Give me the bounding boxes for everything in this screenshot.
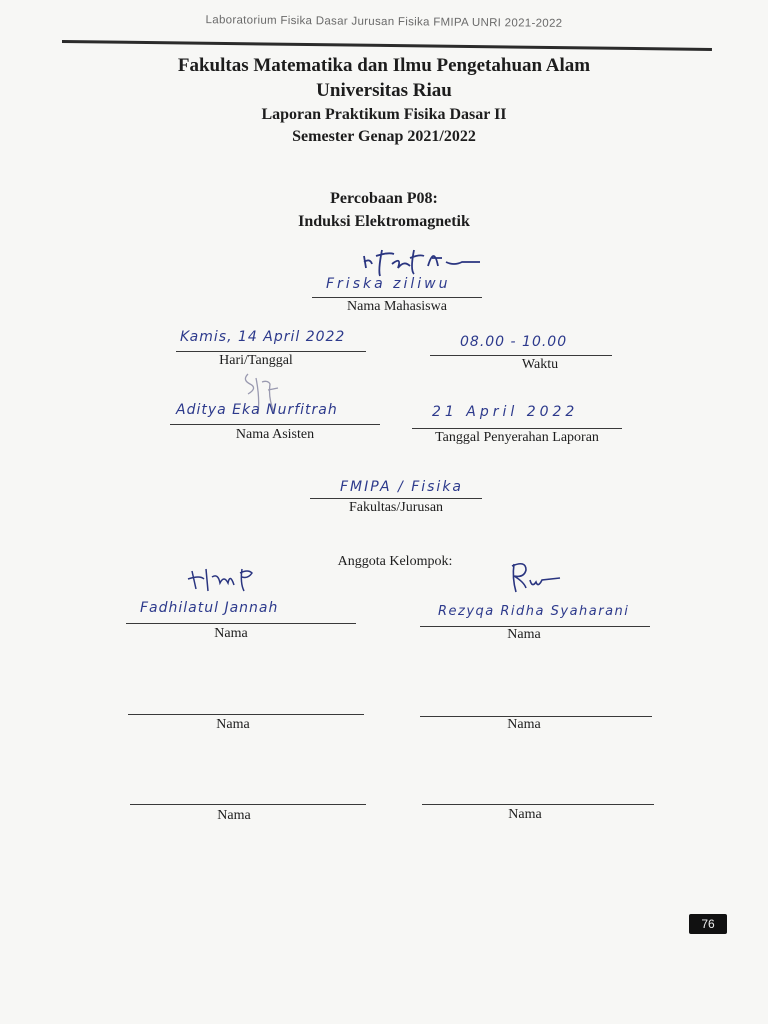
experiment-code: Percobaan P08: (330, 190, 438, 207)
member-2-signature (504, 558, 574, 598)
time-line (430, 355, 612, 356)
time-value: 08.00 - 10.00 (460, 334, 568, 350)
member-6-label: Nama (508, 807, 542, 822)
member-3-line (128, 714, 364, 715)
student-name-value: Friska ziliwu (326, 276, 451, 292)
member-1-signature (186, 563, 266, 597)
date-value: Kamis, 14 April 2022 (180, 329, 346, 345)
student-name-line (312, 297, 482, 298)
member-2-value: Rezyqa Ridha Syaharani (438, 604, 630, 619)
submit-date-line (412, 428, 622, 429)
page-number: 76 (689, 914, 727, 934)
member-4-label: Nama (507, 717, 541, 732)
assistant-name-value: Aditya Eka Nurfitrah (176, 402, 338, 418)
faculty-line (310, 498, 482, 499)
date-line (176, 351, 366, 352)
faculty-title: Fakultas Matematika dan Ilmu Pengetahuan Alam (177, 55, 591, 76)
experiment-name: Induksi Elektromagnetik (298, 213, 470, 230)
assistant-name-line (170, 424, 380, 425)
member-1-value: Fadhilatul Jannah (140, 600, 279, 616)
member-2-label: Nama (507, 627, 541, 642)
student-signature (358, 236, 488, 280)
member-1-line (126, 623, 356, 624)
student-name-label: Nama Mahasiswa (347, 299, 447, 314)
university-title: Universitas Riau (316, 80, 452, 101)
member-1-label: Nama (214, 626, 248, 641)
submit-date-value: 21 April 2022 (432, 404, 579, 420)
faculty-value: FMIPA / Fisika (340, 479, 464, 495)
lab-header: Laboratorium Fisika Dasar Jurusan Fisika FMIPA UNRI 2021-2022 (205, 14, 563, 30)
member-5-label: Nama (217, 808, 251, 823)
member-3-label: Nama (216, 717, 250, 732)
member-5-line (130, 804, 366, 805)
semester-title: Semester Genap 2021/2022 (292, 128, 476, 145)
time-label: Waktu (521, 357, 559, 372)
faculty-label: Fakultas/Jurusan (348, 500, 444, 515)
assistant-name-label: Nama Asisten (235, 427, 315, 442)
submit-date-label: Tanggal Penyerahan Laporan (435, 430, 599, 445)
header-rule (62, 40, 712, 51)
report-title: Laporan Praktikum Fisika Dasar II (261, 106, 507, 123)
date-label: Hari/Tanggal (219, 353, 293, 368)
group-heading: Anggota Kelompok: (337, 554, 453, 569)
member-6-line (422, 804, 654, 805)
